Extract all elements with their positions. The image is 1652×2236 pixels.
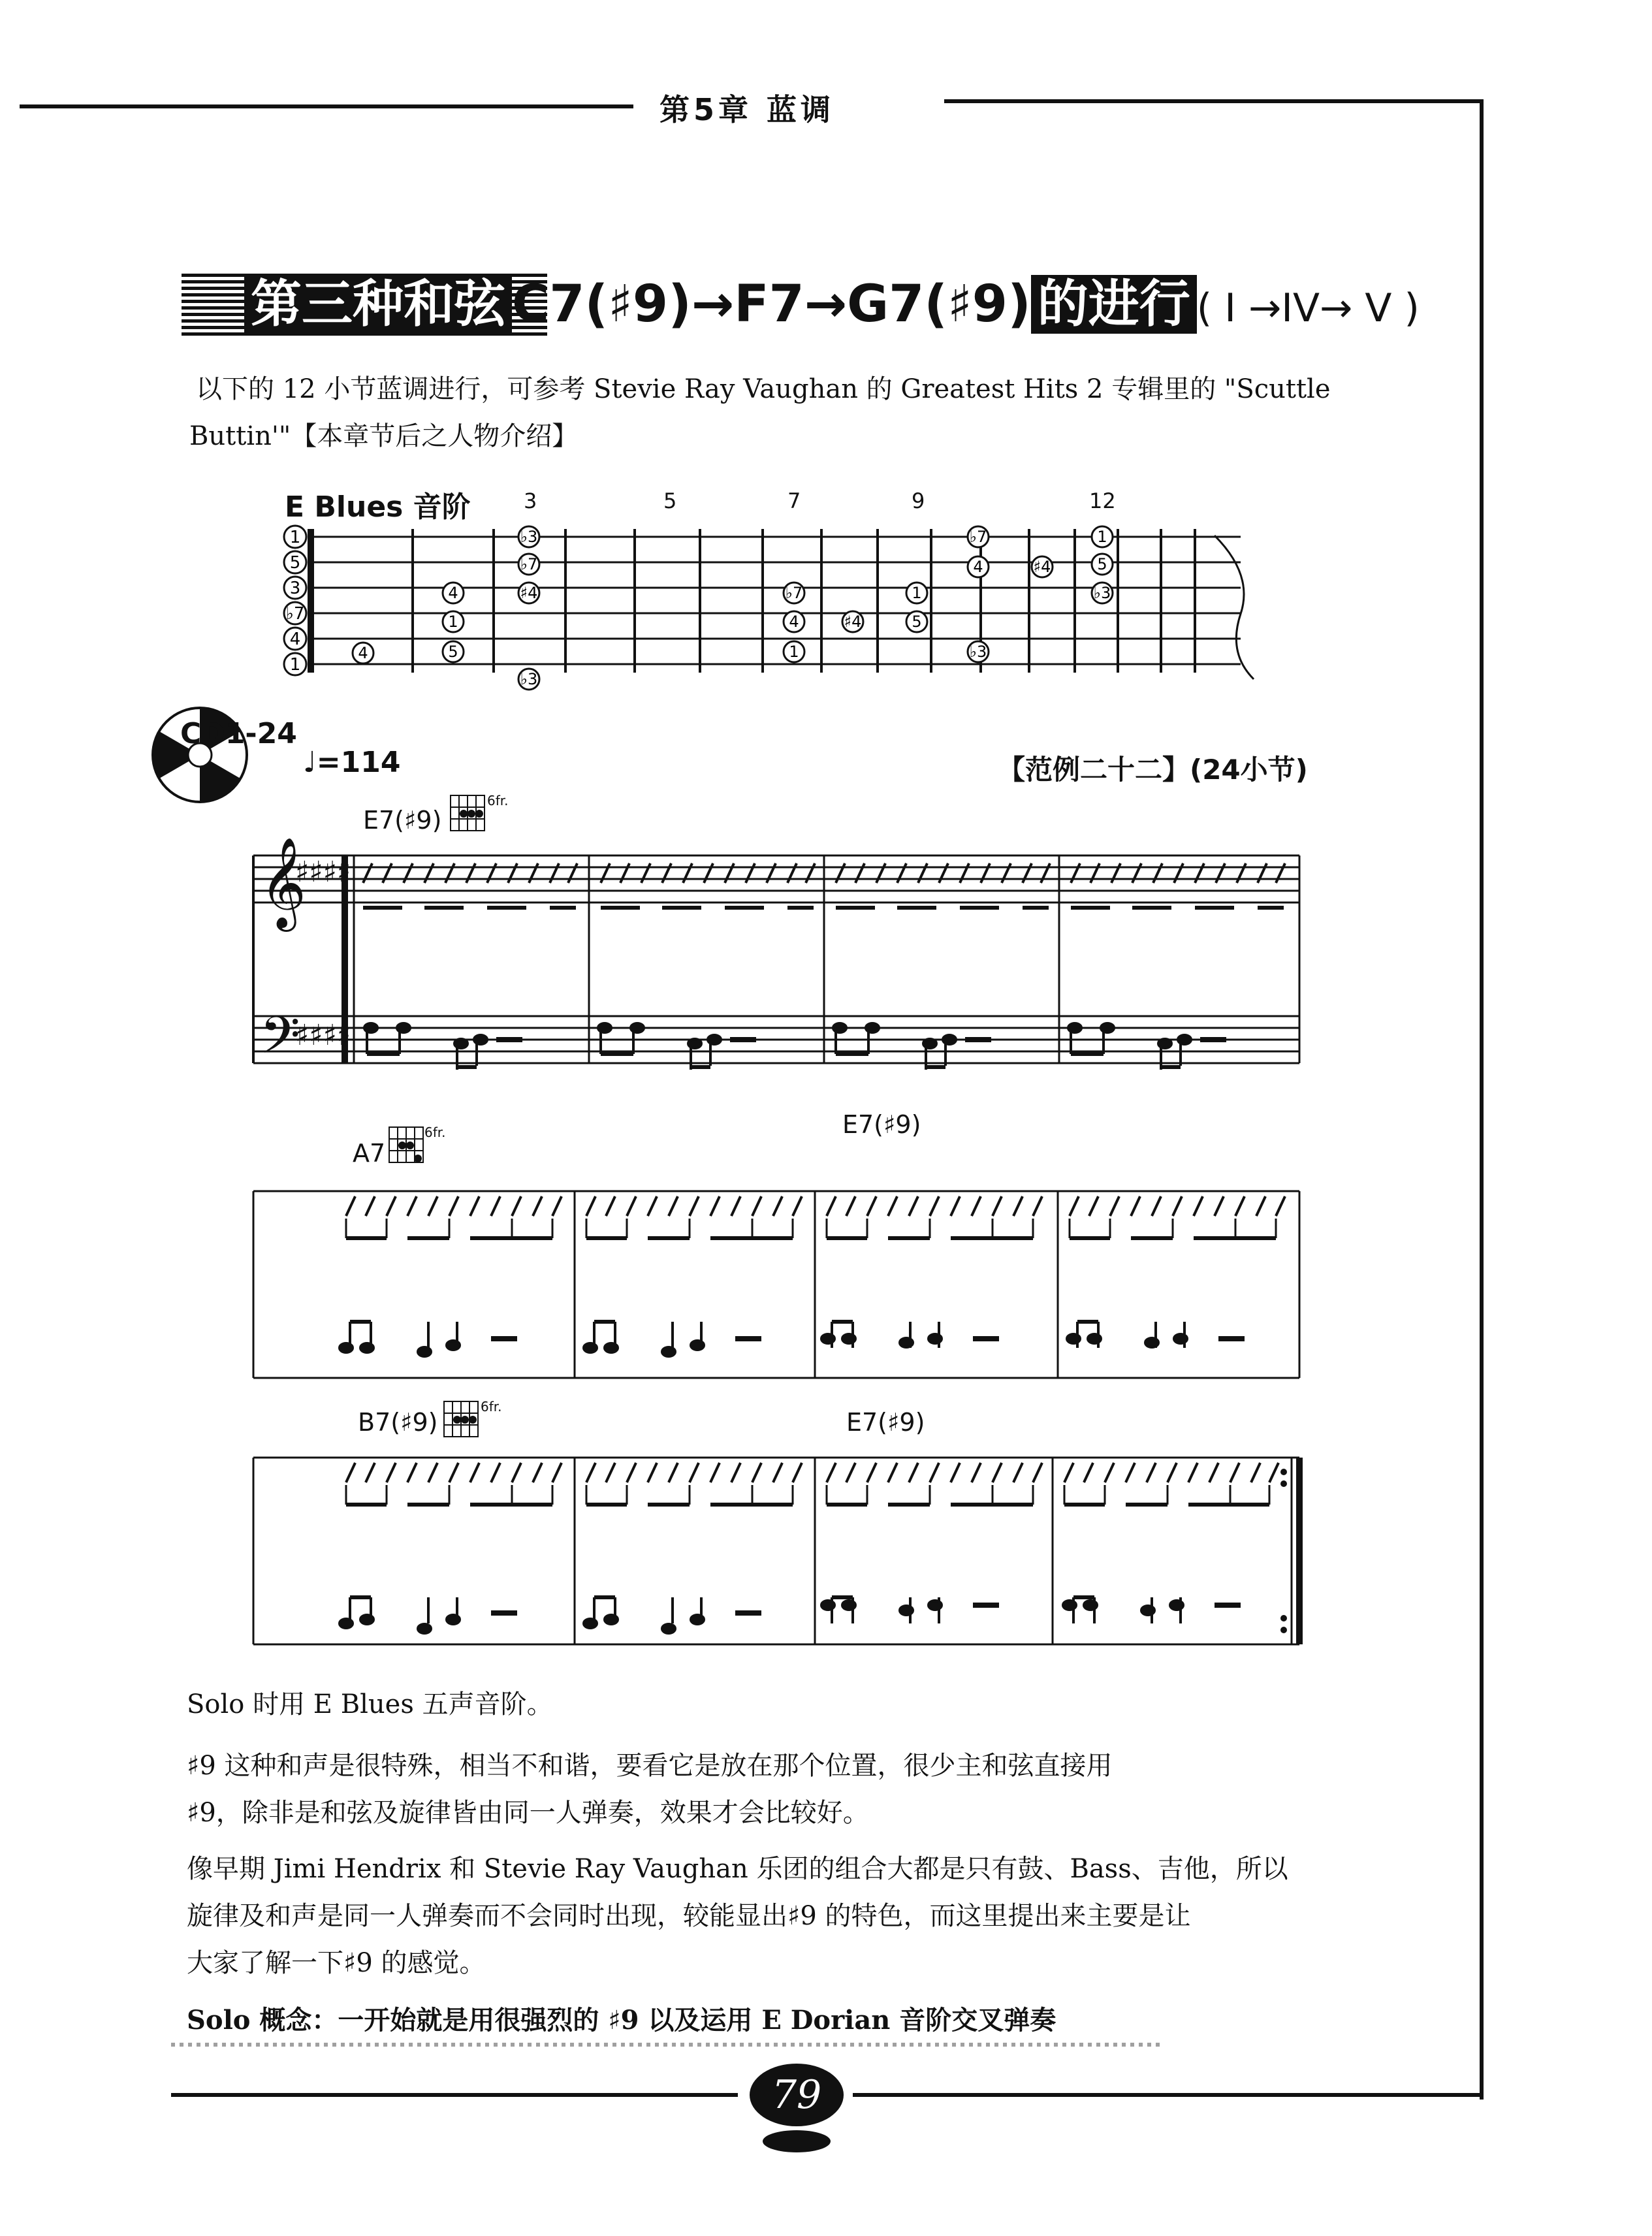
intro-line-1: 以下的 12 小节蓝调进行，可参考 Stevie Ray Vaughan 的 Greatest Hits 2 专辑里的 "Scuttle	[196, 374, 1331, 404]
example-label: 【范例二十二】(24小节)	[998, 754, 1308, 786]
svg-text:♭7: ♭7	[520, 555, 538, 573]
fret-number: 3	[524, 488, 537, 513]
svg-text:1: 1	[448, 613, 458, 631]
rhythm-slashes-s3	[346, 1463, 1279, 1505]
svg-text:♭3: ♭3	[1093, 584, 1111, 602]
svg-text:4: 4	[289, 630, 301, 649]
title-progression: C7(♯9)→F7→G7(♯9)	[512, 275, 1031, 334]
repeat-dots	[1280, 1469, 1287, 1633]
fret-number: 12	[1089, 488, 1116, 513]
scale-dot	[906, 611, 927, 632]
svg-text:4: 4	[448, 584, 458, 602]
chord-symbol: A7	[353, 1139, 386, 1168]
chord-grid-icon	[389, 1127, 423, 1162]
scale-dot	[906, 583, 927, 603]
open-string-dot	[284, 577, 306, 599]
scale-dot	[443, 641, 464, 662]
dotted-rule	[171, 2043, 1164, 2047]
scale-dot	[784, 611, 804, 632]
svg-text:4: 4	[789, 613, 799, 631]
scale-dot	[518, 583, 539, 603]
open-string-dot	[284, 526, 306, 548]
bass-notes-s3	[340, 1597, 1241, 1633]
scale-dot	[1092, 583, 1113, 603]
tempo-marking: ♩=114	[303, 746, 401, 779]
open-string-dot	[284, 628, 306, 650]
chapter-title: 第5章 蓝调	[659, 92, 835, 127]
open-string-dot	[284, 602, 306, 624]
scale-dot	[968, 556, 989, 577]
note-line-6: 大家了解一下♯9 的感觉。	[187, 1948, 486, 1978]
chord-symbol: E7(♯9)	[363, 806, 442, 835]
svg-text:4: 4	[358, 644, 368, 662]
scale-dot	[518, 554, 539, 575]
scale-dot	[784, 641, 804, 662]
note-line-2: ♯9 这种和声是很特殊，相当不和谐，要看它是放在那个位置，很少主和弦直接用	[187, 1751, 1113, 1781]
svg-text:♭7: ♭7	[285, 604, 305, 624]
chord-fret-marker: 6fr.	[487, 793, 509, 808]
svg-text:♭3: ♭3	[520, 528, 538, 546]
scale-dot	[443, 611, 464, 632]
svg-text:3: 3	[289, 579, 301, 598]
note-line-1: Solo 时用 E Blues 五声音阶。	[187, 1689, 553, 1719]
svg-text:5: 5	[289, 553, 301, 573]
fretboard-title: E Blues 音阶	[285, 490, 471, 524]
treble-clef: 𝄞	[260, 837, 306, 928]
svg-text:♯4: ♯4	[520, 584, 538, 602]
scale-dot	[1092, 554, 1113, 575]
svg-text:♯4: ♯4	[844, 613, 862, 631]
svg-text:1: 1	[912, 584, 922, 602]
scale-dot	[353, 643, 373, 663]
svg-text:♭3: ♭3	[520, 670, 538, 688]
treble-staff	[253, 855, 1299, 902]
key-signature: ♯♯♯♯	[295, 855, 351, 889]
svg-text:1: 1	[289, 528, 301, 547]
svg-text:1: 1	[289, 655, 301, 675]
fret-number: 9	[912, 488, 925, 513]
svg-text:♭7: ♭7	[969, 528, 987, 546]
svg-text:1: 1	[1097, 528, 1107, 546]
chord-symbol: E7(♯9)	[846, 1408, 925, 1437]
fretboard-break-curve	[1215, 535, 1254, 679]
note-line-4: 像早期 Jimi Hendrix 和 Stevie Ray Vaughan 乐团的组合大都是只有鼓、Bass、吉他，所以	[187, 1854, 1288, 1884]
open-string-dot	[284, 653, 306, 675]
chord-grid-icon	[451, 795, 484, 831]
svg-text:♭7: ♭7	[785, 584, 803, 602]
page-number: 79	[750, 2064, 844, 2126]
page-number-base	[763, 2130, 831, 2152]
chord-symbol: E7(♯9)	[842, 1110, 921, 1139]
scale-dot	[784, 583, 804, 603]
system-3	[253, 1458, 1299, 1644]
note-line-5: 旋律及和声是同一人弹奏而不会同时出现，较能显出♯9 的特色，而这里提出来主要是让	[187, 1901, 1191, 1931]
system-2	[253, 1191, 1299, 1378]
svg-text:5: 5	[1097, 555, 1107, 573]
title-prefix: 第三种和弦	[244, 275, 512, 334]
svg-text:5: 5	[448, 643, 458, 661]
cd-track-label: CD1-24	[180, 717, 297, 750]
note-line-7: Solo 概念：一开始就是用很强烈的 ♯9 以及运用 E Dorian 音阶交叉弹奏	[187, 2005, 1056, 2036]
system-1	[253, 837, 1299, 1078]
fret-number: 5	[663, 488, 677, 513]
scale-dot	[518, 669, 539, 690]
chord-grid-icon	[444, 1401, 478, 1437]
bass-clef: 𝄢	[260, 1005, 300, 1078]
note-line-3: ♯9，除非是和弦及旋律皆由同一人弹奏，效果才会比较好。	[187, 1798, 869, 1828]
svg-text:♯4: ♯4	[1033, 558, 1051, 576]
chord-symbol: B7(♯9)	[358, 1408, 438, 1437]
scale-dot	[518, 526, 539, 547]
fret-number: 7	[787, 488, 801, 513]
title-roman: ( I →IV→ V )	[1196, 285, 1420, 331]
scale-dot	[842, 611, 863, 632]
scale-dot	[443, 583, 464, 603]
open-string-dot	[284, 551, 306, 573]
svg-text:1: 1	[789, 643, 799, 661]
bass-notes-s2	[340, 1322, 1245, 1356]
scale-dot	[968, 526, 989, 547]
bass-staff	[253, 1016, 1299, 1063]
chord-fret-marker: 6fr.	[481, 1399, 502, 1414]
chord-fret-marker: 6fr.	[424, 1125, 446, 1140]
scale-dot	[968, 641, 989, 662]
scale-dot	[1032, 556, 1053, 577]
key-signature: ♯♯♯♯	[295, 1019, 351, 1052]
svg-text:5: 5	[912, 613, 922, 631]
svg-text:♭3: ♭3	[969, 643, 987, 661]
intro-line-2: Buttin'"【本章节后之人物介绍】	[189, 421, 579, 451]
fretboard-open-strings	[284, 526, 306, 675]
scale-dot	[1092, 526, 1113, 547]
title-suffix: 的进行	[1031, 275, 1197, 334]
svg-text:4: 4	[973, 558, 983, 576]
